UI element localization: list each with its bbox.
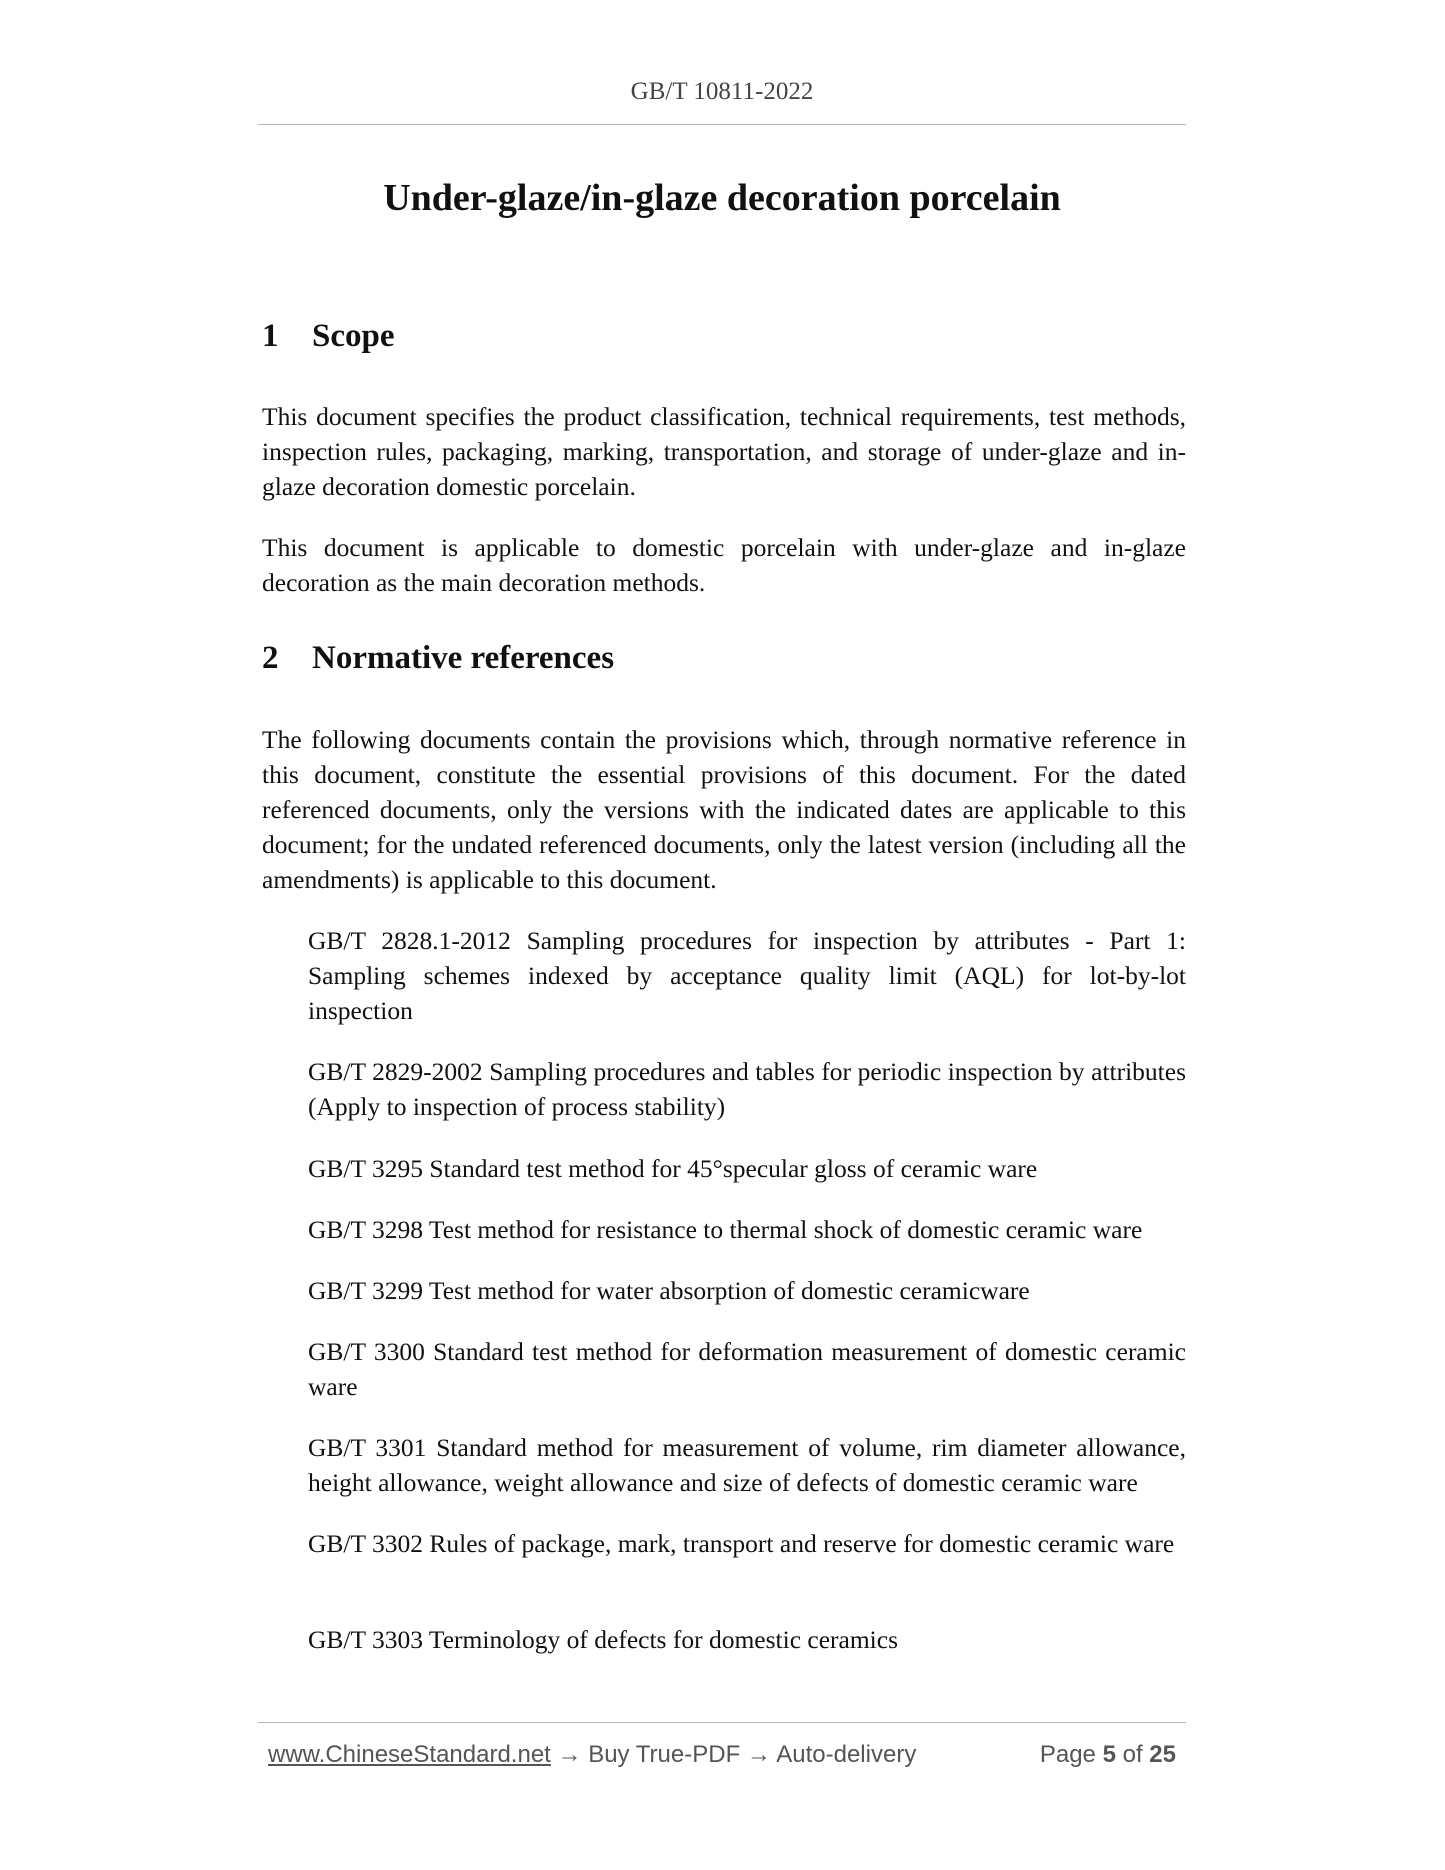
section-title: Scope: [312, 318, 395, 354]
reference-item: GB/T 3300 Standard test method for deformation measurement of domestic ceramic ware: [308, 1337, 1186, 1401]
scope-paragraph-1: This document specifies the product classification, technical requirements, test methods, inspection rules, packaging, marking, transportation, and storage of under-glaze and in-glaze decoration domestic porcelain.: [262, 402, 1186, 501]
running-header: GB/T 10811-2022: [630, 78, 814, 105]
section-number: 2: [262, 640, 279, 676]
page-total: 25: [1149, 1741, 1176, 1768]
reference-item: GB/T 3299 Test method for water absorption of domestic ceramicware: [308, 1276, 1030, 1305]
reference-item: GB/T 3302 Rules of package, mark, transport and reserve for domestic ceramic ware: [308, 1529, 1175, 1558]
page-footer: [268, 1741, 1186, 1775]
reference-item: GB/T 3301 Standard method for measurement of volume, rim diameter allowance, height allowance, weight allowance and size of defects of domestic ceramic ware: [308, 1433, 1186, 1497]
delivery-text: Auto-delivery: [776, 1741, 917, 1768]
section-title: Normative references: [312, 640, 615, 676]
reference-item: GB/T 2829-2002 Sampling procedures and tables for periodic inspection by attributes (Apply to inspection of process stability): [308, 1057, 1186, 1121]
normative-intro-paragraph: The following documents contain the provisions which, through normative reference in this document, constitute the essential provisions of this document. For the dated referenced documents, only the versions with the indicated dates are applicable to this document; for the undated referenced documents, only the latest version (including all the amendments) is applicable to this document.: [262, 725, 1186, 894]
section-number: 1: [262, 318, 279, 354]
header-divider: [258, 124, 1186, 125]
section-2-heading: [262, 640, 614, 677]
reference-item: GB/T 2828.1-2012 Sampling procedures for inspection by attributes - Part 1: Sampling schemes indexed by acceptance quality limit (AQL) for lot-by-lot inspection: [308, 926, 1186, 1025]
page-current: 5: [1102, 1741, 1116, 1768]
arrow-right-icon: →: [557, 1741, 582, 1768]
reference-item: GB/T 3295 Standard test method for 45°specular gloss of ceramic ware: [308, 1154, 1038, 1183]
footer-divider: [258, 1722, 1186, 1723]
scope-paragraph-2: This document is applicable to domestic porcelain with under-glaze and in-glaze decoration as the main decoration methods.: [262, 533, 1186, 597]
reference-item: GB/T 3303 Terminology of defects for domestic ceramics: [308, 1625, 898, 1654]
page-label: Page: [1039, 1741, 1096, 1768]
document-title: Under-glaze/in-glaze decoration porcelain: [383, 177, 1061, 219]
buy-text: Buy True-PDF: [588, 1741, 741, 1768]
page-of: of: [1122, 1741, 1143, 1768]
arrow-right-icon: →: [746, 1741, 771, 1768]
page-indicator: [1040, 1741, 1176, 1769]
reference-item: GB/T 3298 Test method for resistance to thermal shock of domestic ceramic ware: [308, 1215, 1143, 1244]
site-link[interactable]: www.ChineseStandard.net: [268, 1741, 551, 1768]
footer-promo: [268, 1741, 916, 1769]
section-1-heading: [262, 318, 395, 355]
